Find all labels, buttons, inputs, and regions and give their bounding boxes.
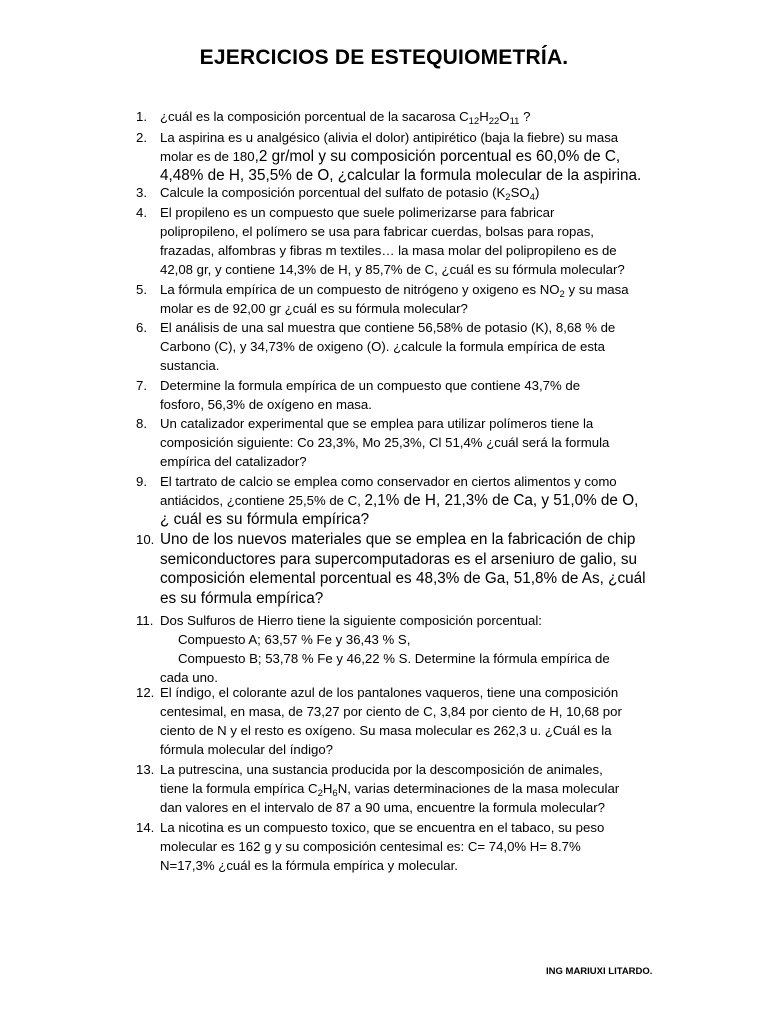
text-line xyxy=(160,779,665,798)
text-line: 42,08 gr, y contiene 14,3% de H, y 85,7% de C, ¿cuál es su fórmula molecular? xyxy=(160,262,625,277)
text-run: ) xyxy=(534,185,540,200)
text-line xyxy=(160,491,665,510)
subscript: 2 xyxy=(505,192,511,204)
text-run: y su masa xyxy=(564,282,629,297)
text-line: es su fórmula empírica? xyxy=(160,589,324,607)
exercise-number: 9. xyxy=(136,474,147,489)
subscript: 2 xyxy=(559,289,565,301)
text-line: Dos Sulfuros de Hierro tiene la siguiente composición porcentual: xyxy=(160,613,542,628)
exercise-number: 2. xyxy=(136,130,147,145)
text-line: Determine la formula empírica de un compuesto que contiene 43,7% de xyxy=(160,378,581,393)
exercise-text xyxy=(160,203,665,279)
text-line: semiconductores para supercomputadoras es el arseniuro de galio, su xyxy=(160,550,638,568)
text-line: polipropileno, el polímero se usa para fabricar cuerdas, bolsas para ropas, xyxy=(160,224,594,239)
text-run: ,2 gr/mol y su composición porcentual es 60,0% de C, xyxy=(254,148,621,165)
text-run: SO xyxy=(510,185,530,200)
text-line: Compuesto B; 53,78 % Fe y 46,22 % S. Determine la fórmula empírica de xyxy=(178,651,610,666)
exercise-text xyxy=(160,760,665,817)
text-line: cada uno. xyxy=(160,670,218,685)
exercise-text xyxy=(160,611,665,687)
text-run: tiene la formula empírica C xyxy=(160,781,318,796)
exercise-number: 5. xyxy=(136,282,147,297)
text-line: Carbono (C), y 34,73% de oxigeno (O). ¿calcule la formula empírica de esta xyxy=(160,339,605,354)
text-line: El tartrato de calcio se emplea como conservador en ciertos alimentos y como xyxy=(160,474,617,489)
exercise-number: 4. xyxy=(136,205,147,220)
exercise-text xyxy=(160,280,665,318)
text-line: fórmula molecular del índigo? xyxy=(160,742,333,757)
text-line xyxy=(160,280,665,299)
text-run: La fórmula empírica de un compuesto de nitrógeno y oxigeno es NO xyxy=(160,282,560,297)
text-run: H xyxy=(479,109,489,124)
exercise-text xyxy=(160,472,665,529)
subscript: 2 xyxy=(317,788,323,800)
exercise-text xyxy=(160,530,665,608)
text-run: Calcule la composición porcentual del sulfato de potasio (K xyxy=(160,185,506,200)
exercise-text xyxy=(160,818,665,875)
text-line xyxy=(160,147,665,166)
text-line: ¿ cuál es su fórmula empírica? xyxy=(160,511,370,528)
text-run: antiácidos, ¿contiene 25,5% de C, xyxy=(160,493,365,508)
text-line: La putrescina, una sustancia producida por la descomposición de animales, xyxy=(160,762,603,777)
text-run: N, varias determinaciones de la masa molecular xyxy=(337,781,620,796)
exercise-number: 7. xyxy=(136,378,147,393)
text-line: sustancia. xyxy=(160,358,220,373)
document-title: EJERCICIOS DE ESTEQUIOMETRÍA. xyxy=(199,46,569,69)
text-line: centesimal, en masa, de 73,27 por ciento de C, 3,84 por ciento de H, 10,68 por xyxy=(160,704,622,719)
text-line: frazadas, alfombras y fibras m textiles… la masa molar del polipropileno es de xyxy=(160,243,617,258)
exercise-number: 13. xyxy=(136,762,155,777)
exercise-number: 8. xyxy=(136,416,147,431)
text-line: El análisis de una sal muestra que contiene 56,58% de potasio (K), 8,68 % de xyxy=(160,320,616,335)
subscript: 22 xyxy=(488,116,500,128)
text-run: H xyxy=(322,781,333,796)
text-line: N=17,3% ¿cuál es la fórmula empírica y molecular. xyxy=(160,858,458,873)
text-line: La nicotina es un compuesto toxico, que se encuentra en el tabaco, su peso xyxy=(160,820,605,835)
exercise-text xyxy=(160,414,665,471)
subscript: 11 xyxy=(509,116,520,128)
text-line: Uno de los nuevos materiales que se emplea en la fabricación de chip xyxy=(160,531,636,548)
subscript: 4 xyxy=(529,192,535,204)
exercise-number: 6. xyxy=(136,320,147,335)
text-line: dan valores en el intervalo de 87 a 90 uma, encuentre la formula molecular? xyxy=(160,800,605,815)
text-run: ? xyxy=(519,109,531,124)
text-run: 2,1% de H, 21,3% de Ca, y 51,0% de O, xyxy=(364,492,639,509)
text-line: composición siguiente: Co 23,3%, Mo 25,3%, Cl 51,4% ¿cuál será la formula xyxy=(160,435,610,450)
exercise-number: 11. xyxy=(136,613,154,628)
text-run: O xyxy=(499,109,510,124)
author-footer: ING MARIUXI LITARDO. xyxy=(546,966,653,977)
text-line: molecular es 162 g y su composición centesimal es: C= 74,0% H= 8.7% xyxy=(160,839,581,854)
text-line: Compuesto A; 63,57 % Fe y 36,43 % S, xyxy=(178,632,411,647)
text-run: ¿cuál es la composición porcentual de la sacarosa C xyxy=(160,109,469,124)
exercise-text xyxy=(160,683,665,759)
text-line: 4,48% de H, 35,5% de O, ¿calcular la formula molecular de la aspirina. xyxy=(160,167,642,184)
text-line: composición elemental porcentual es 48,3% de Ga, 51,8% de As, ¿cuál xyxy=(160,570,646,587)
text-run: molar es de 180 xyxy=(160,149,255,164)
exercise-number: 12. xyxy=(136,685,155,700)
exercise-number: 3. xyxy=(136,185,147,200)
exercise-text xyxy=(160,183,665,202)
exercise-number: 1. xyxy=(136,109,147,124)
text-line: molar es de 92,00 gr ¿cuál es su fórmula molecular? xyxy=(160,301,468,316)
exercise-number: 10. xyxy=(136,532,155,547)
text-line: El propileno es un compuesto que suele polimerizarse para fabricar xyxy=(160,205,555,220)
exercise-text xyxy=(160,107,665,126)
text-line: empírica del catalizador? xyxy=(160,454,307,469)
exercise-number: 14. xyxy=(136,820,155,835)
subscript: 12 xyxy=(468,116,480,128)
subscript: 6 xyxy=(332,788,338,800)
text-line: La aspirina es u analgésico (alivia el dolor) antipirético (baja la fiebre) su masa xyxy=(160,130,619,145)
exercise-text xyxy=(160,318,665,375)
text-line: ciento de N y el resto es oxígeno. Su masa molecular es 262,3 u. ¿Cuál es la xyxy=(160,723,612,738)
text-line: Un catalizador experimental que se emplea para utilizar polímeros tiene la xyxy=(160,416,594,431)
exercise-text xyxy=(160,128,665,185)
exercise-text xyxy=(160,376,665,414)
text-line: fosforo, 56,3% de oxígeno en masa. xyxy=(160,397,372,412)
text-line: El índigo, el colorante azul de los pantalones vaqueros, tiene una composición xyxy=(160,685,619,700)
